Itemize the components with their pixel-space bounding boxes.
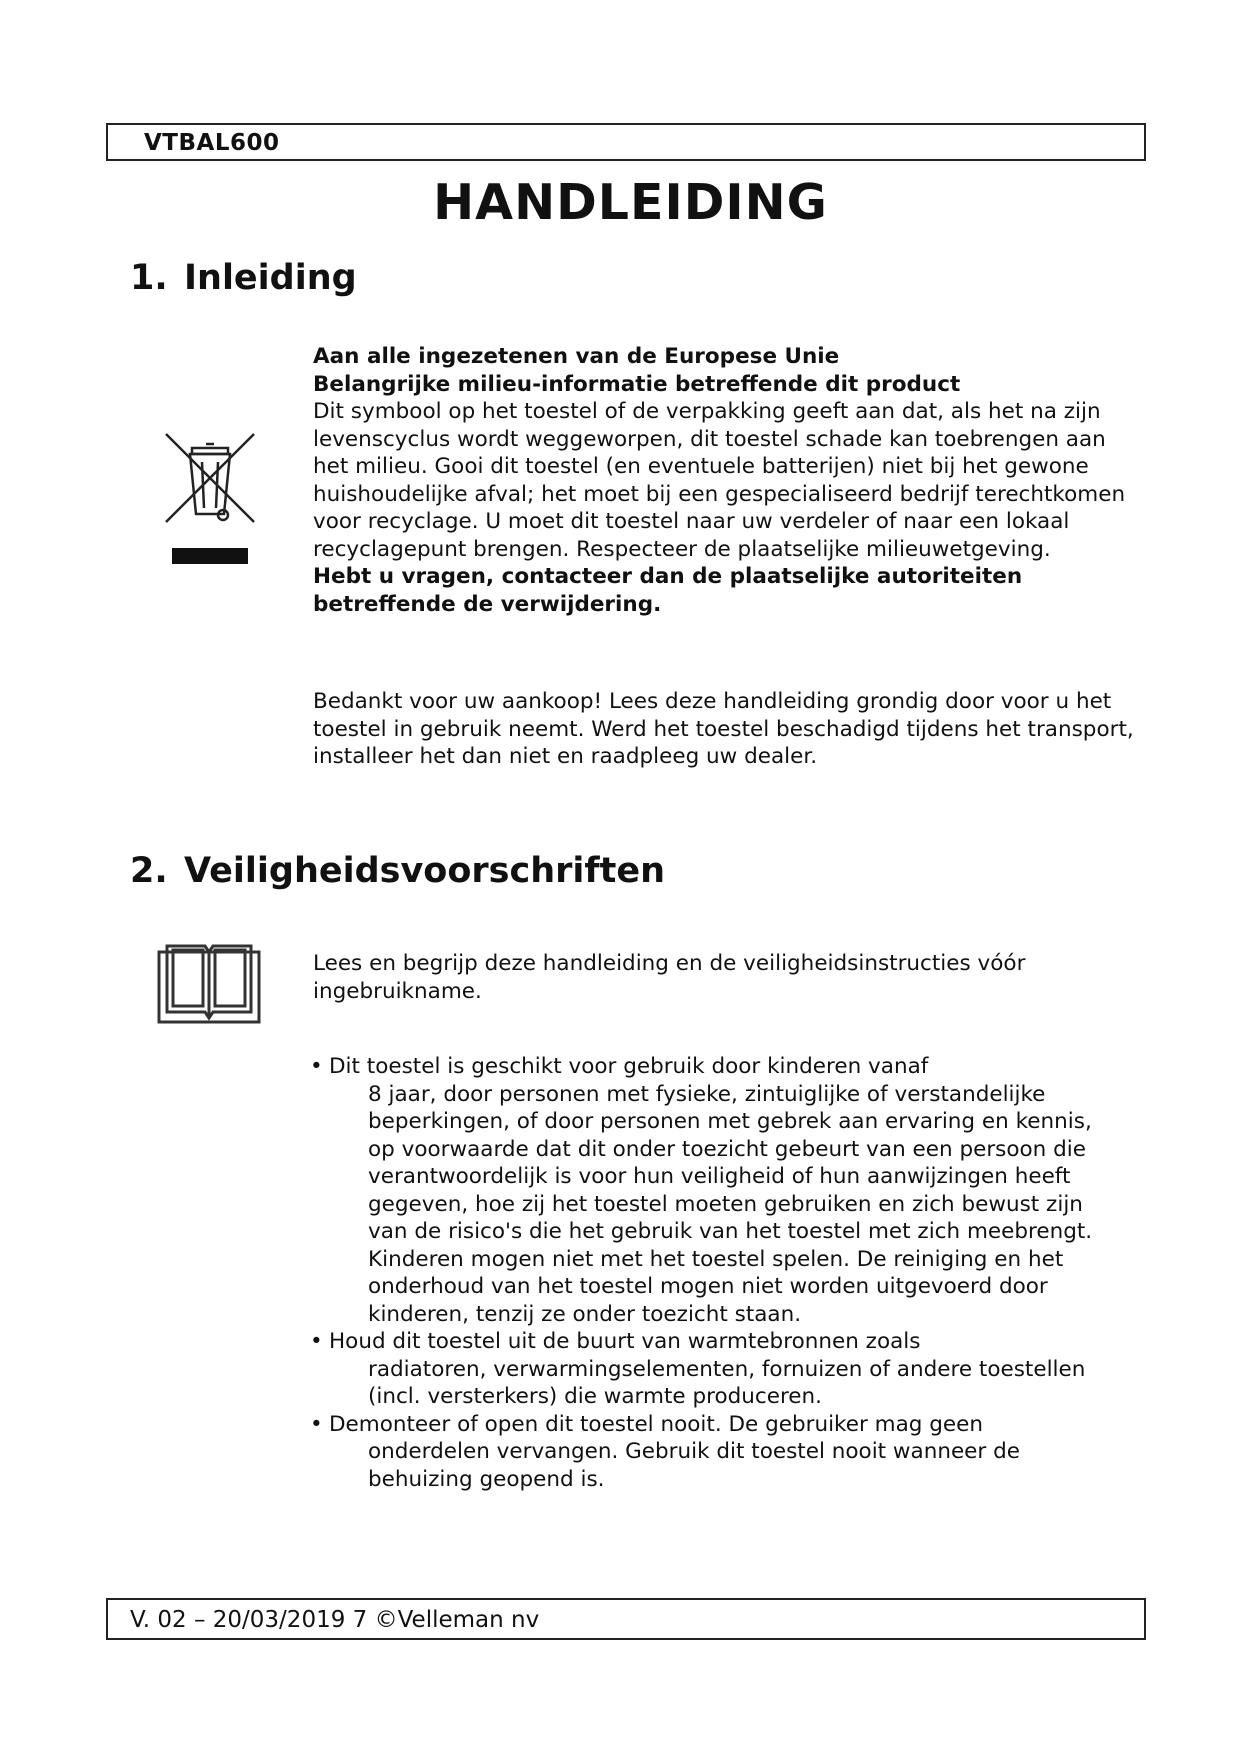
environment-info-heading: Belangrijke milieu-informatie betreffende dit product	[313, 371, 961, 397]
bullet-text: radiatoren, verwarmingselementen, fornuizen of andere toestellen (incl. versterkers) die warmte produceren.	[368, 1356, 1086, 1409]
list-item: • Demonteer of open dit toestel nooit. De gebruiker mag geen onderdelen vervangen. Gebruik dit toestel nooit wanneer de behuizing geopend is.	[305, 1411, 1125, 1494]
page-title: HANDLEIDING	[433, 174, 828, 231]
authorities-note: Hebt u vragen, contacteer dan de plaatselijke autoriteiten betreffende de verwijdering.	[313, 564, 1023, 617]
section-1-number: 1.	[130, 258, 168, 298]
section-1-heading	[130, 258, 357, 298]
footer-text: V. 02 – 20/03/2019 7 ©Velleman nv	[130, 1607, 540, 1633]
section-1-title: Inleiding	[184, 258, 357, 298]
weee-paragraph: Dit symbool op het toestel of de verpakking geeft aan dat, als het na zijn levenscyclus wordt weggeworpen, dit toestel schade kan toebrengen aan het milieu. Gooi dit toestel (en eventuele batterijen) niet bij het gewone huishoudelijke afval; het moet bij een gespecialiseerd bedrijf terechtkomen voor recyclage. U moet dit toestel naar uw verdeler of naar een lokaal recyclagepunt brengen. Respecteer de plaatselijke milieuwetgeving.	[313, 399, 1126, 562]
bullet-first-line: Dit toestel is geschikt voor gebruik door kinderen vanaf	[329, 1054, 929, 1079]
section-2-heading	[130, 851, 665, 891]
section-2-number: 2.	[130, 851, 168, 891]
bullet-text: onderdelen vervangen. Gebruik dit toestel nooit wanneer de behuizing geopend is.	[368, 1439, 1020, 1492]
eu-residents-heading: Aan alle ingezetenen van de Europese Unie	[313, 344, 840, 369]
list-item: • Houd dit toestel uit de buurt van warmtebronnen zoals radiatoren, verwarmingselementen, fornuizen of andere toestellen (incl. versterkers) die warmte produceren.	[305, 1328, 1125, 1411]
thanks-paragraph: Bedankt voor uw aankoop! Lees deze handleiding grondig door voor u het toestel in gebruik neemt. Werd het toestel beschadigd tijdens het transport, installeer het dan niet en raadpleeg uw dealer.	[313, 689, 1134, 769]
list-item: • Dit toestel is geschikt voor gebruik door kinderen vanaf 8 jaar, door personen met fysieke, zintuiglijke of verstandelijke beperkingen, of door personen met gebrek aan ervaring en kennis, op voorwaarde dat dit onder toezicht gebeurt van een persoon die verantwoordelijk is voor hun veiligheid of hun aanwijzingen heeft gegeven, hoe zij het toestel moeten gebruiken en zich bewust zijn van de risico's die het gebruik van het toestel met zich meebrengt. Kinderen mogen niet met het toestel spelen. De reiniging en het onderhoud van het toestel mogen niet worden uitgevoerd door kinderen, tenzij ze onder toezicht staan.	[305, 1053, 1125, 1328]
open-book-icon	[157, 940, 261, 1024]
bullet-first-line: Demonteer of open dit toestel nooit. De gebruiker mag geen	[329, 1411, 983, 1437]
thanks-block	[313, 688, 1143, 771]
safety-list	[305, 1053, 1125, 1493]
read-block	[313, 950, 1143, 1005]
bullet-text: 8 jaar, door personen met fysieke, zintuiglijke of verstandelijke beperkingen, of door personen met gebrek aan ervaring en kennis, op voorwaarde dat dit onder toezicht gebeurt van een persoon die verantwoordelijk is voor hun veiligheid of hun aanwijzingen heeft gegeven, hoe zij het toestel moeten gebruiken en zich bewust zijn van de risico's die het gebruik van het toestel met zich meebrengt. Kinderen mogen niet met het toestel spelen. De reiniging en het onderhoud van het toestel mogen niet worden uitgevoerd door kinderen, tenzij ze onder toezicht staan.	[368, 1081, 1093, 1327]
bullet-first-line: Houd dit toestel uit de buurt van warmtebronnen zoals	[329, 1329, 921, 1354]
footer-box	[106, 1598, 1146, 1640]
header-box	[106, 123, 1146, 161]
section-2-title: Veiligheidsvoorschriften	[184, 851, 666, 891]
weee-crossed-bin-icon	[160, 430, 260, 570]
read-instructions-text: Lees en begrijp deze handleiding en de veiligheidsinstructies vóór ingebruikname.	[313, 951, 1026, 1004]
intro-block	[313, 343, 1143, 618]
model-name: VTBAL600	[144, 130, 280, 156]
